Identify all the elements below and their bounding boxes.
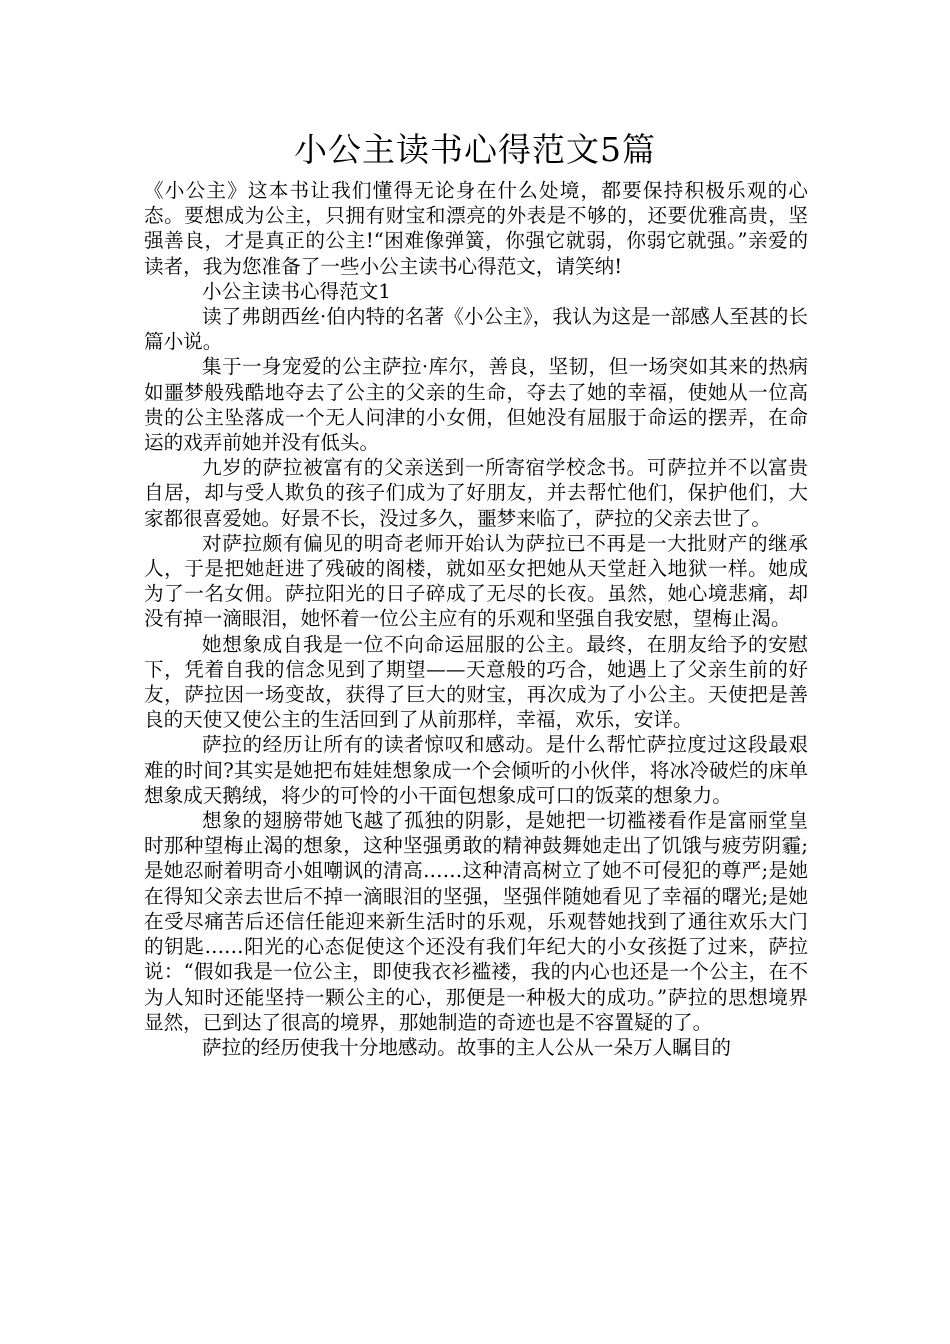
body-paragraph: 萨拉的经历让所有的读者惊叹和感动。是什么帮忙萨拉度过这段最艰难的时间?其实是她把布娃娃想象成一个会倾听的小伙伴，将冰冷破烂的床单想象成天鹅绒，将少的可怜的小干面包想象成可口的饭菜的想象力。	[144, 733, 808, 807]
body-paragraph: 想象的翅膀带她飞越了孤独的阴影，是她把一切褴褛看作是富丽堂皇时那种望梅止渴的想象，这种坚强勇敢的精神鼓舞她走出了饥饿与疲劳阴霾;是她忍耐着明奇小姐嘲讽的清高……这种清高树立了她不可侵犯的尊严;是她在得知父亲去世后不掉一滴眼泪的坚强，坚强伴随她看见了幸福的曙光;是她在受尽痛苦后还信任能迎来新生活时的乐观，乐观替她找到了通往欢乐大门的钥匙……阳光的心态促使这个还没有我们年纪大的小女孩挺了过来，萨拉说：“假如我是一位公主，即使我衣衫褴褛，我的内心也还是一个公主，在不为人知时还能坚持一颗公主的心，那便是一种极大的成功。”萨拉的思想境界显然，已到达了很高的境界，那她制造的奇迹也是不容置疑的了。	[144, 809, 808, 1034]
document-body	[144, 178, 808, 1060]
body-paragraph: 九岁的萨拉被富有的父亲送到一所寄宿学校念书。可萨拉并不以富贵自居，却与受人欺负的孩子们成为了好朋友，并去帮忙他们，保护他们，大家都很喜爱她。好景不长，没过多久，噩梦来临了，萨拉的父亲去世了。	[144, 456, 808, 530]
section-heading: 小公主读书心得范文1	[202, 279, 391, 303]
document-title: 小公主读书心得范文5篇	[294, 130, 656, 169]
intro-paragraph: 《小公主》这本书让我们懂得无论身在什么处境，都要保持积极乐观的心态。要想成为公主，只拥有财宝和漂亮的外表是不够的，还要优雅高贵，坚强善良，才是真正的公主!“困难像弹簧，你强它就弱，你弱它就强。”亲爱的读者，我为您准备了一些小公主读书心得范文，请笑纳!	[144, 179, 808, 278]
body-paragraph: 萨拉的经历使我十分地感动。故事的主人公从一朵万人瞩目的	[202, 1035, 732, 1059]
body-paragraph: 集于一身宠爱的公主萨拉·库尔，善良，坚韧，但一场突如其来的热病如噩梦般残酷地夺去了公主的父亲的生命，夺去了她的幸福，使她从一位高贵的公主坠落成一个无人问津的小女佣，但她没有屈服于命运的摆弄，在命运的戏弄前她并没有低头。	[144, 355, 808, 455]
body-paragraph: 读了弗朗西丝·伯内特的名著《小公主》，我认为这是一部感人至甚的长篇小说。	[144, 305, 808, 354]
body-paragraph: 对萨拉颇有偏见的明奇老师开始认为萨拉已不再是一大批财产的继承人，于是把她赶进了残破的阁楼，就如巫女把她从天堂赶入地狱一样。她成为了一名女佣。萨拉阳光的日子碎成了无尽的长夜。虽然，她心境悲痛，却没有掉一滴眼泪，她怀着一位公主应有的乐观和坚强自我安慰，望梅止渴。	[144, 531, 808, 631]
body-paragraph: 她想象成自我是一位不向命运屈服的公主。最终，在朋友给予的安慰下，凭着自我的信念见到了期望——天意般的巧合，她遇上了父亲生前的好友，萨拉因一场变故，获得了巨大的财宝，再次成为了小公主。天使把是善良的天使又使公主的生活回到了从前那样，幸福，欢乐，安详。	[144, 632, 808, 732]
